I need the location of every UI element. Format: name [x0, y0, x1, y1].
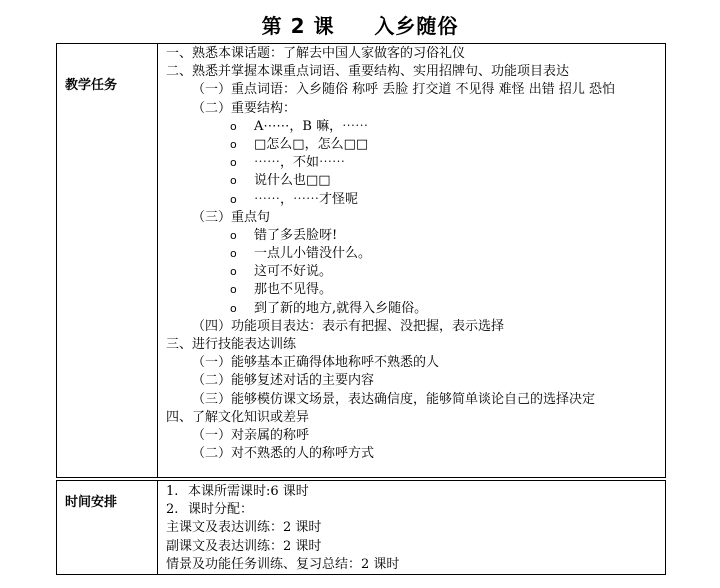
- task-line: [166, 81, 665, 99]
- schedule-line: [166, 519, 665, 537]
- task-line: [166, 45, 665, 63]
- bullet-icon: o: [230, 156, 237, 170]
- task-line: [166, 354, 665, 372]
- task-line-text: □怎么□，怎么□□: [254, 136, 369, 152]
- tasks-label-cell: [57, 44, 158, 480]
- task-line-text: 说什么也□□: [254, 173, 331, 189]
- task-line-text: （一）能够基本正确得体地称呼不熟悉的人: [192, 355, 440, 371]
- task-line: [166, 172, 665, 190]
- task-line: [166, 372, 665, 390]
- task-line: [166, 336, 665, 354]
- bullet-icon: o: [230, 228, 237, 242]
- schedule-label-cell: [57, 479, 158, 574]
- bullet-icon: o: [230, 119, 237, 133]
- schedule-line-text: 课时分配：: [188, 502, 254, 518]
- task-line-text: （四）功能项目表达：表示有把握、没把握，表示选择: [192, 318, 505, 334]
- bullet-icon: o: [230, 265, 237, 279]
- schedule-content: [158, 479, 666, 574]
- schedule-line-text: 情景及功能任务训练、复习总结：2 课时: [166, 556, 400, 572]
- task-line-text: ⋯⋯，不如⋯⋯: [254, 155, 346, 171]
- schedule-line: [166, 556, 665, 574]
- task-line: [166, 118, 665, 136]
- tasks-content: [158, 44, 666, 480]
- task-line: [166, 227, 665, 245]
- task-line-text: ⋯⋯，⋯⋯才怪呢: [254, 191, 359, 207]
- schedule-label: 时间安排: [65, 495, 118, 510]
- bullet-icon: o: [230, 247, 237, 261]
- task-line-text: 一、熟悉本课话题：了解去中国人家做客的习俗礼仪: [166, 46, 466, 61]
- schedule-row: [57, 479, 666, 574]
- task-line-text: 一点儿小错没什么。: [254, 246, 372, 262]
- task-line: [166, 445, 665, 463]
- task-line: [166, 391, 665, 409]
- task-line-text: （一）重点词语：入乡随俗 称呼 丢脸 打交道 不见得 难怪 出错 招儿 恐怕: [192, 82, 616, 98]
- task-line-text: （二）重要结构：: [192, 100, 297, 116]
- bullet-icon: o: [230, 301, 237, 315]
- task-line: [166, 281, 665, 299]
- schedule-line-number: 2.: [166, 502, 179, 518]
- schedule-line-text: 副课文及表达训练：2 课时: [166, 538, 322, 554]
- schedule-line-text: 本课所需课时:6 课时: [188, 484, 309, 499]
- schedule-line-text: 主课文及表达训练：2 课时: [166, 520, 322, 536]
- task-line-text: （一）对亲属的称呼: [192, 427, 310, 443]
- task-line: [166, 245, 665, 263]
- tasks-row: [57, 44, 666, 480]
- task-line-text: （二）对不熟悉的人的称呼方式: [192, 446, 375, 462]
- task-line: [166, 136, 665, 154]
- task-line-text: 二、熟悉并掌握本课重点词语、重要结构、实用招牌句、功能项目表达: [166, 64, 570, 80]
- schedule-line: [166, 483, 665, 501]
- task-line: [166, 209, 665, 227]
- task-line-text: 四、了解文化知识或差异: [166, 409, 310, 425]
- task-line: [166, 63, 665, 81]
- task-line-text: 错了多丢脸呀!: [254, 227, 338, 243]
- task-line: [166, 263, 665, 281]
- bullet-icon: o: [230, 174, 237, 188]
- bullet-icon: o: [230, 283, 237, 297]
- bullet-icon: o: [230, 137, 237, 151]
- task-line: [166, 191, 665, 209]
- task-line-text: A⋯⋯，B 嘛，⋯⋯: [254, 118, 369, 134]
- task-line-text: （三）能够模仿课文场景，表达确信度，能够简单谈论自己的选择决定: [192, 391, 596, 407]
- task-line-text: 到了新的地方,就得入乡随俗。: [254, 300, 428, 316]
- task-line: [166, 300, 665, 318]
- lesson-title: 第 2 课 入乡随俗: [261, 14, 459, 38]
- schedule-line-number: 1.: [166, 484, 179, 499]
- task-line: [166, 154, 665, 172]
- schedule-line: [166, 538, 665, 556]
- task-line: [166, 409, 665, 427]
- task-line-text: 这可不好说。: [254, 264, 333, 280]
- task-line: [166, 318, 665, 336]
- task-line-text: （三）重点句: [192, 209, 271, 225]
- task-line-text: 那也不见得。: [254, 282, 333, 298]
- task-line-text: 三、进行技能表达训练: [166, 337, 297, 352]
- schedule-line: [166, 501, 665, 519]
- lesson-plan-table: [56, 43, 666, 575]
- tasks-label: 教学任务: [65, 78, 118, 93]
- task-line-text: （二）能够复述对话的主要内容: [192, 373, 375, 389]
- task-line: [166, 100, 665, 118]
- bullet-icon: o: [230, 192, 237, 206]
- task-line: [166, 427, 665, 445]
